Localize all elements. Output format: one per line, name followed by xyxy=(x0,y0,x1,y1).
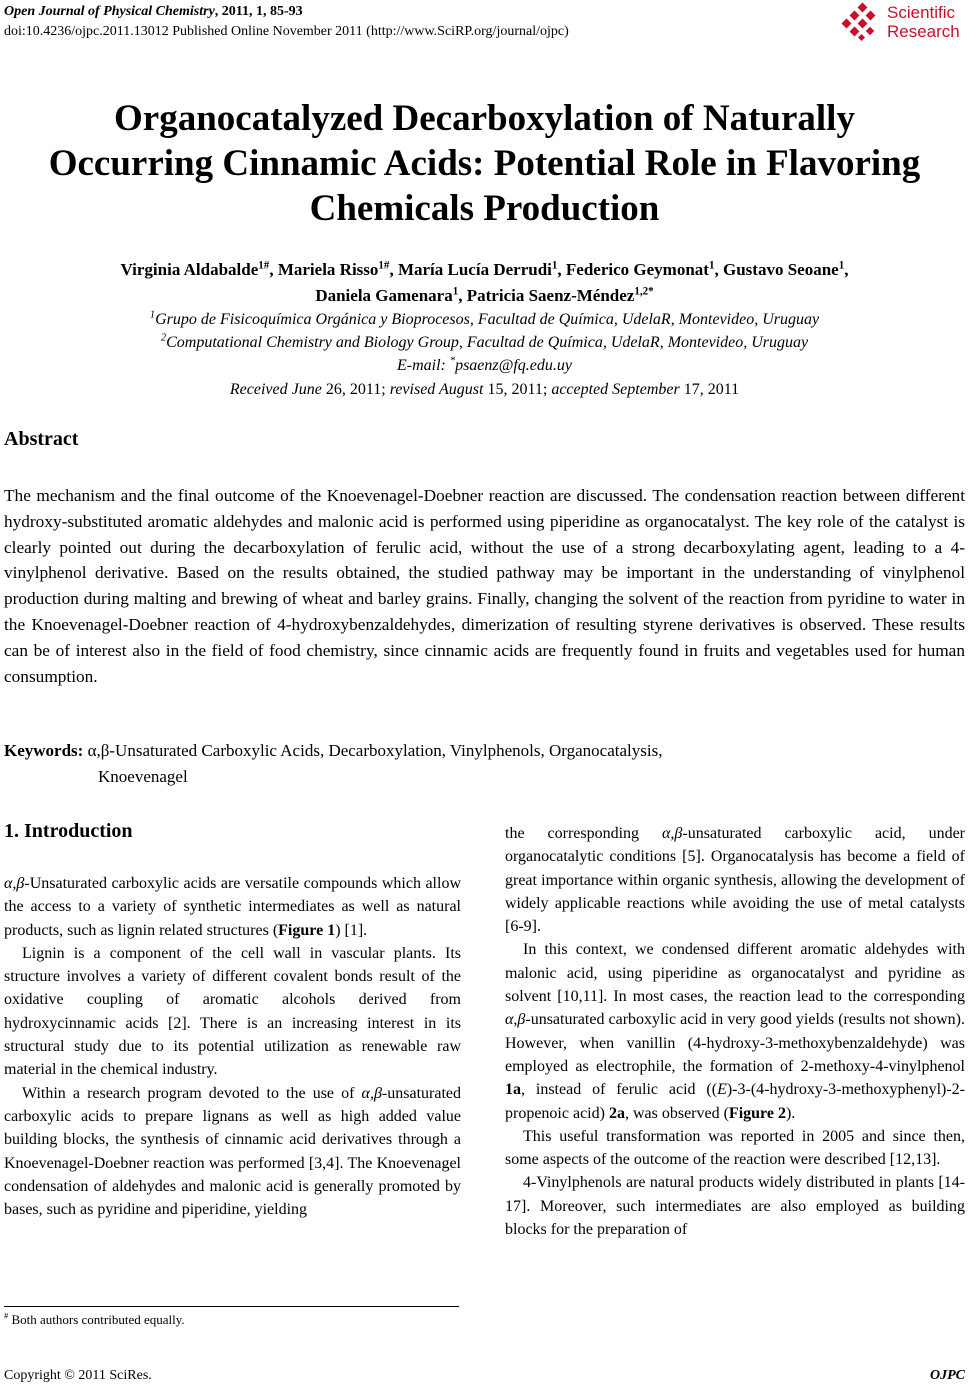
paragraph-text: )-3-(4-hydroxy-3-methoxyphenyl)-2-propenoic acid) xyxy=(505,1081,965,1122)
author-affil-sup: 1 xyxy=(551,259,558,272)
figure-ref[interactable]: Figure 2 xyxy=(728,1104,786,1122)
paragraph xyxy=(505,822,965,938)
journal-name: Open Journal of Physical Chemistry xyxy=(4,4,215,19)
author-name: Gustavo Seoane xyxy=(722,260,839,279)
journal-citation xyxy=(4,4,303,20)
paragraph-text: -Unsaturated carboxylic acids are versatile compounds which allow the access to a variety of synthetic intermediates as well as natural products, such as lignin related structures ( xyxy=(4,875,461,939)
paragraph: This useful transformation was reported in 2005 and since then, some aspects of the outcome of the reaction were described [12,13]. xyxy=(505,1127,965,1169)
affiliation-text: Computational Chemistry and Biology Group, Facultad de Química, UdelaR, Montevideo, Uruguay xyxy=(166,334,809,351)
greek-alpha-beta: α,β xyxy=(505,1011,526,1029)
affiliation-text: Grupo de Fisicoquímica Orgánica y Bioprocesos, Facultad de Química, UdelaR, Montevideo, Uruguay xyxy=(155,311,820,328)
greek-alpha-beta: α,β xyxy=(662,825,683,842)
keywords-line-1 xyxy=(4,738,662,764)
paragraph-text: -unsaturated carboxylic acids to prepare lignans as well as high added value building blocks, the synthesis of cinnamic acid derivatives through a Knoevenagel-Doebner reaction was performed [3,4]. The Knoevenagel condensation of aldehydes and malonic acid is generally promoted by bases, such as pyridine and piperidine, yielding xyxy=(4,1084,461,1219)
received-label: Received June xyxy=(229,381,322,398)
author-affil-sup: 1# xyxy=(258,259,270,272)
abstract-heading: Abstract xyxy=(4,428,79,450)
title-line-1: Organocatalyzed Decarboxylation of Naturally xyxy=(114,98,855,139)
keywords-text: α,β-Unsaturated Carboxylic Acids, Decarboxylation, Vinylphenols, Organocatalysis, xyxy=(83,741,663,760)
paragraph-text: Within a research program devoted to the use of xyxy=(22,1084,362,1102)
email-label: E-mail: xyxy=(397,357,450,374)
paragraph-text: the corresponding xyxy=(505,825,663,842)
affiliation-sup: 1 xyxy=(149,309,156,321)
footnote xyxy=(4,1312,185,1328)
footnote-sup: # xyxy=(4,1310,9,1321)
author-affil-sup: 1,2* xyxy=(634,285,654,298)
copyright: Copyright © 2011 SciRes. xyxy=(4,1368,152,1383)
author-name: Patricia Saenz-Méndez xyxy=(466,286,635,305)
author-name: Virginia Aldabalde xyxy=(120,260,259,279)
paragraph-text: ). xyxy=(785,1104,796,1122)
footnote-text: Both authors contributed equally. xyxy=(8,1312,185,1327)
author-affil-sup: 1 xyxy=(708,259,715,272)
accepted-label: accepted September xyxy=(551,381,680,398)
paragraph xyxy=(505,938,965,1124)
author-name: Federico Geymonat xyxy=(565,260,709,279)
author-affil-sup: 1# xyxy=(378,259,390,272)
revised-date: 15, 2011; xyxy=(483,381,552,398)
logo-line-2: Research xyxy=(887,22,960,41)
logo-wordmark xyxy=(887,3,960,41)
paragraph-text: -unsaturated carboxylic acid, under organocatalytic conditions [5]. Organocatalysis has become a field of great importance within organic synthesis, allowing the development of widely applicable reactions while avoiding the use of metal catalysts [6-9]. xyxy=(505,825,966,936)
title-line-3: Chemicals Production xyxy=(309,188,660,229)
author-name: Mariela Risso xyxy=(277,260,379,279)
abstract-body: The mechanism and the final outcome of the Knoevenagel-Doebner reaction are discussed. The condensation reaction between different hydroxy-substituted aromatic aldehydes and malonic acid is performed using piperidine as organocatalyst. The key role of the catalyst is clearly pointed out during the decarboxylation of ferulic acid, without the use of a strong decarboxylating agent, leading to a 4-vinylphenol derivative. Based on the results obtained, the studied pathway may be important in the understanding of vinylphenol production during malting and brewing of wheat and barley grains. Finally, changing the solvent of the reaction from pyridine to water in the Knoevenagel-Doebner reaction of 4-hydroxybenzaldehydes, dimerization of resulting styrene derivatives is observed. These results can be of interest also in the field of food chemistry, since cinnamic acids are frequently found in fruits and vegetables used for human consumption. xyxy=(4,486,965,686)
author-name: Daniela Gamenara xyxy=(315,286,453,305)
authors-line-1: Virginia Aldabalde$^{1\#}$, Mariela Risso$^{1\#}$, María Lucía Derrudi$^1$, Federico Geymonat$^1$, Gustavo Seoane$^1$, xyxy=(120,259,849,279)
paragraph-text: , instead of ferulic acid (( xyxy=(521,1081,718,1099)
keywords-line-2: Knoevenagel xyxy=(98,767,188,786)
keywords-label: Keywords: xyxy=(4,741,84,760)
section-heading-introduction: 1. Introduction xyxy=(4,820,133,842)
authors-line-2: Daniela Gamenara$^1$, Patricia Saenz-Méndez$^{1,2*}$ xyxy=(315,285,654,305)
received-date: 26, 2011; xyxy=(321,381,390,398)
paragraph-text: ) [1]. xyxy=(335,921,368,939)
affiliation-1 xyxy=(0,311,969,329)
paragraph: 4-Vinylphenols are natural products widely distributed in plants [14-17]. Moreover, such intermediates are also employed as building blocks for the preparation of xyxy=(505,1174,965,1239)
greek-alpha-beta: α,β xyxy=(4,875,25,892)
affiliation-2 xyxy=(0,334,969,352)
paragraph-text: , was observed ( xyxy=(624,1104,729,1122)
compound-ref: 2a xyxy=(608,1104,625,1122)
publisher-logo xyxy=(841,2,963,44)
footnote-rule xyxy=(4,1306,459,1307)
keywords xyxy=(4,738,662,790)
author-name: María Lucía Derrudi xyxy=(397,260,552,279)
paragraph: Lignin is a component of the cell wall in vascular plants. Its structure involves a variety of different covalent bonds result of the oxidative coupling of aromatic alcohols derived from hydroxycinnamic acids [2]. There is an increasing interest in its structural study due to its potential utilization as renewable raw material in the chemical industry. xyxy=(4,944,461,1079)
paragraph xyxy=(4,872,461,942)
greek-alpha-beta: α,β xyxy=(361,1084,382,1102)
logo-line-1: Scientific xyxy=(887,3,956,22)
left-column xyxy=(4,872,461,1221)
author-list xyxy=(0,257,969,309)
paragraph-text: In this context, we condensed different aromatic aldehydes with malonic acid, using piperidine as organocatalyst and pyridine as solvent [10,11]. In most cases, the reaction lead to the corresponding xyxy=(505,941,965,1006)
email-address[interactable]: psaenz@fq.edu.uy xyxy=(455,357,572,374)
author-affil-sup: 1 xyxy=(838,259,845,272)
stereo-descriptor: E xyxy=(717,1081,727,1099)
title-line-2: Occurring Cinnamic Acids: Potential Role in Flavoring xyxy=(48,143,921,184)
email-line xyxy=(0,357,969,375)
journal-volume: , 2011, 1, 85-93 xyxy=(214,4,303,19)
paragraph-text: -unsaturated carboxylic acid in very good yields (results not shown). However, when vanillin (4-hydroxy-3-methoxybenzaldehyde) was employed as electrophile, the formation of 2-methoxy-4-vinylphenol xyxy=(505,1011,965,1075)
affiliation-sup: 2 xyxy=(160,332,167,344)
journal-abbreviation: OJPC xyxy=(930,1368,965,1383)
scientific-research-logo-icon xyxy=(841,2,883,44)
revised-label: revised August xyxy=(389,381,484,398)
figure-ref[interactable]: Figure 1 xyxy=(278,921,336,939)
author-affil-sup: 1 xyxy=(452,285,459,298)
paper-title xyxy=(0,96,969,231)
compound-ref: 1a xyxy=(505,1081,521,1099)
email-sup: * xyxy=(449,355,456,367)
right-column xyxy=(505,822,965,1241)
paragraph xyxy=(4,1082,461,1222)
accepted-date: 17, 2011 xyxy=(679,381,740,398)
received-dates xyxy=(0,381,969,399)
doi-line: doi:10.4236/ojpc.2011.13012 Published Online November 2011 (http://www.SciRP.org/journal/ojpc) xyxy=(4,24,569,39)
